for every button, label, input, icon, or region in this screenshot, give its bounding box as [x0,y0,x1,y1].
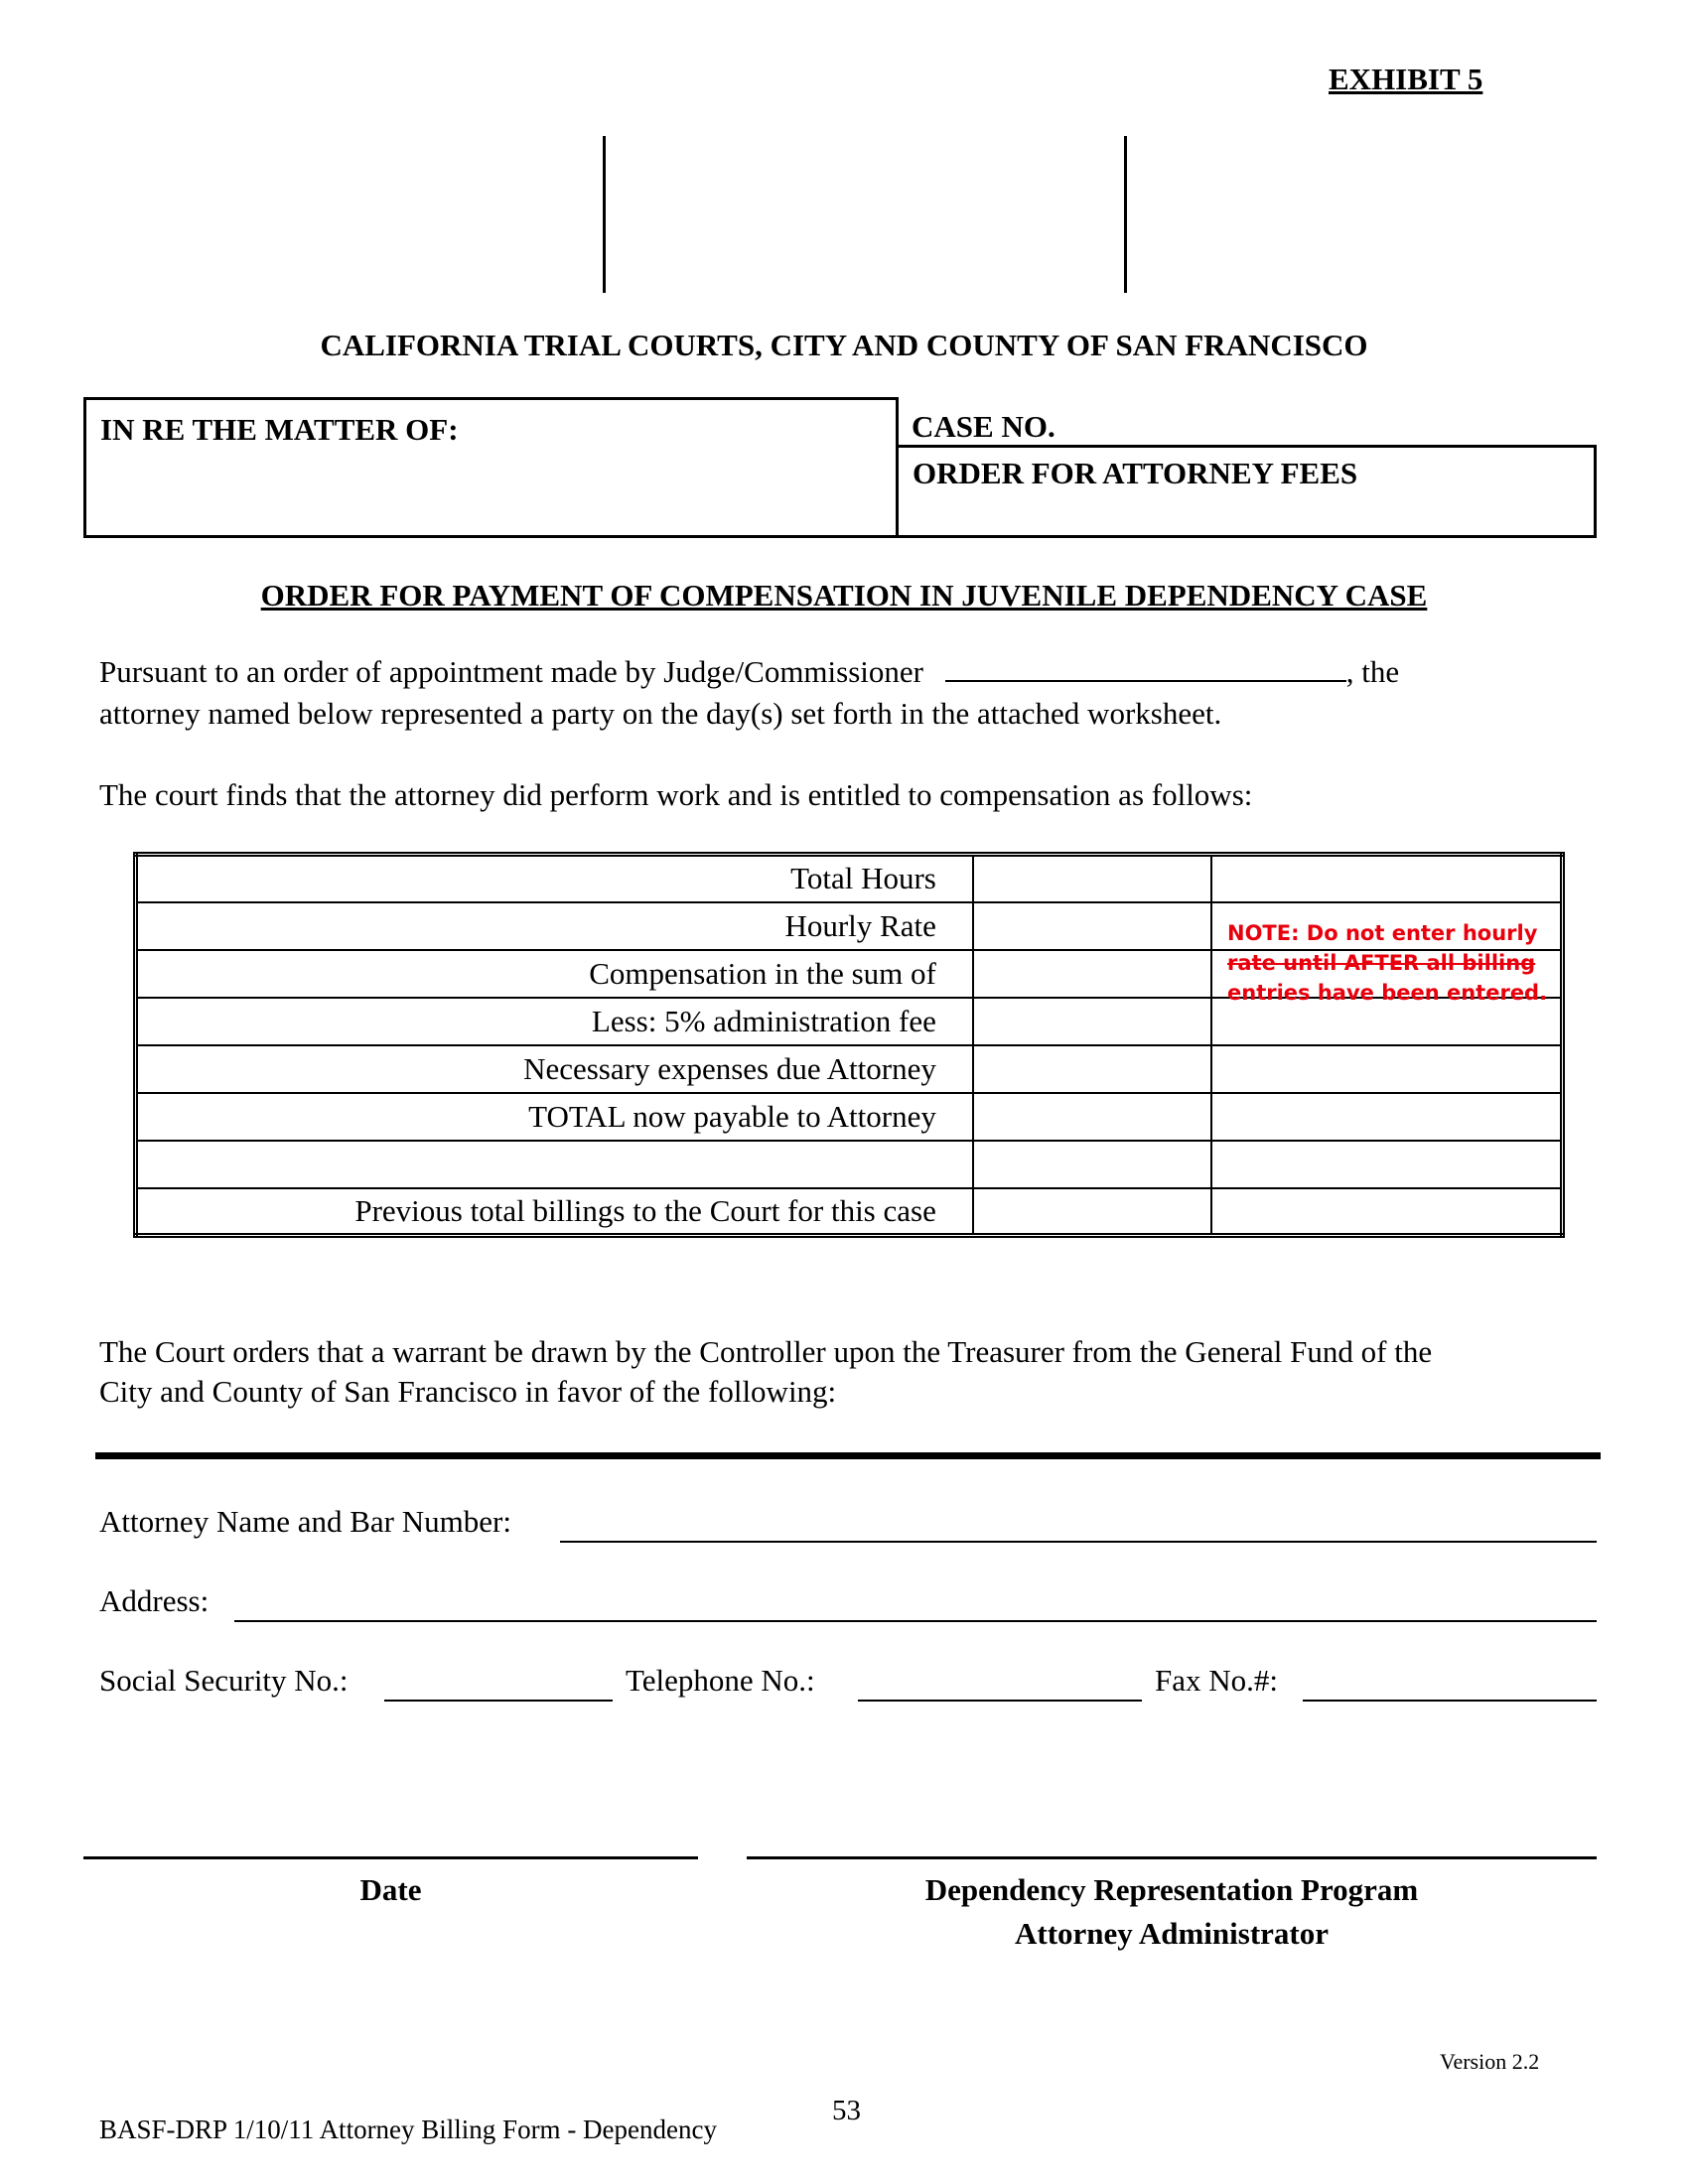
order-type-box[interactable] [896,445,1597,538]
administrator-signature-line[interactable] [747,1856,1597,1859]
fee-row [136,855,1563,902]
fee-row-label: Total Hours [136,855,973,902]
order-title: ORDER FOR PAYMENT OF COMPENSATION IN JUVENILE DEPENDENCY CASE [260,578,1428,613]
fee-row-label: Compensation in the sum of [136,950,973,998]
appointment-paragraph: Pursuant to an order of appointment made by Judge/Commissioner , the attorney named below represented a party on the day(s) set forth in the attached worksheet. [99,654,1400,731]
fee-row [136,1093,1563,1141]
fee-row-label: Necessary expenses due Attorney [136,1045,973,1093]
fee-extra-cell[interactable] [1211,855,1563,902]
fee-extra-cell[interactable] [1211,1045,1563,1093]
exhibit-label: EXHIBIT 5 [1329,62,1483,96]
ssn-label: Social Security No.: [99,1663,349,1698]
fee-row-label [136,1141,973,1188]
telephone-field[interactable] [858,1700,1142,1702]
fax-label: Fax No.#: [1155,1663,1278,1698]
address-field[interactable] [234,1620,1597,1622]
fax-field[interactable] [1303,1700,1597,1702]
fee-row [136,1045,1563,1093]
findings-text: The court finds that the attorney did perform work and is entitled to compensation as follows: [99,777,1253,812]
form-id: BASF-DRP 1/10/11 Attorney Billing Form - Dependency [99,2115,717,2144]
fee-extra-cell[interactable] [1211,1141,1563,1188]
fee-amount-cell[interactable] [973,902,1211,950]
caption-divider-left [603,136,606,293]
warrant-paragraph: The Court orders that a warrant be drawn by the Controller upon the Treasurer from the General Fund of the City and County of San Francisco in favor of the following: [99,1334,1433,1409]
fee-row [136,1188,1563,1236]
fee-row-label: Previous total billings to the Court for this case [136,1188,973,1236]
attorney-name-label: Attorney Name and Bar Number: [99,1504,511,1539]
address-label: Address: [99,1583,210,1618]
fee-amount-cell[interactable] [973,1093,1211,1141]
matter-label: IN RE THE MATTER OF: [100,412,459,447]
fee-row-label: Hourly Rate [136,902,973,950]
case-no-label: CASE NO. [912,409,1055,444]
version-label: Version 2.2 [1440,2049,1540,2074]
court-name: CALIFORNIA TRIAL COURTS, CITY AND COUNTY OF SAN FRANCISCO [320,328,1368,362]
section-divider [95,1452,1601,1459]
page-number: 53 [832,2095,861,2126]
ssn-field[interactable] [384,1700,613,1702]
administrator-title: Dependency Representation Program Attorney Administrator [924,1872,1419,1951]
fee-row-label: Less: 5% administration fee [136,998,973,1045]
fee-amount-cell[interactable] [973,1141,1211,1188]
fee-table [133,852,1565,1238]
hourly-rate-note: NOTE: Do not enter hourly rate until AFTER all billing entries have been entered. [1227,921,1548,1005]
fee-extra-cell[interactable] [1211,1093,1563,1141]
matter-box[interactable] [83,397,899,538]
attorney-name-field[interactable] [560,1541,1597,1543]
order-type-label: ORDER FOR ATTORNEY FEES [913,456,1358,490]
fee-amount-cell[interactable] [973,1045,1211,1093]
fee-amount-cell[interactable] [973,998,1211,1045]
fee-row-label: TOTAL now payable to Attorney [136,1093,973,1141]
telephone-label: Telephone No.: [626,1663,815,1698]
judge-commissioner-field[interactable] [945,654,1346,682]
fee-extra-cell[interactable] [1211,1188,1563,1236]
date-label: Date [359,1872,422,1907]
caption-divider-right [1124,136,1127,293]
date-line[interactable] [83,1856,698,1859]
fee-row [136,1141,1563,1188]
fee-amount-cell[interactable] [973,950,1211,998]
fee-amount-cell[interactable] [973,855,1211,902]
fee-amount-cell[interactable] [973,1188,1211,1236]
